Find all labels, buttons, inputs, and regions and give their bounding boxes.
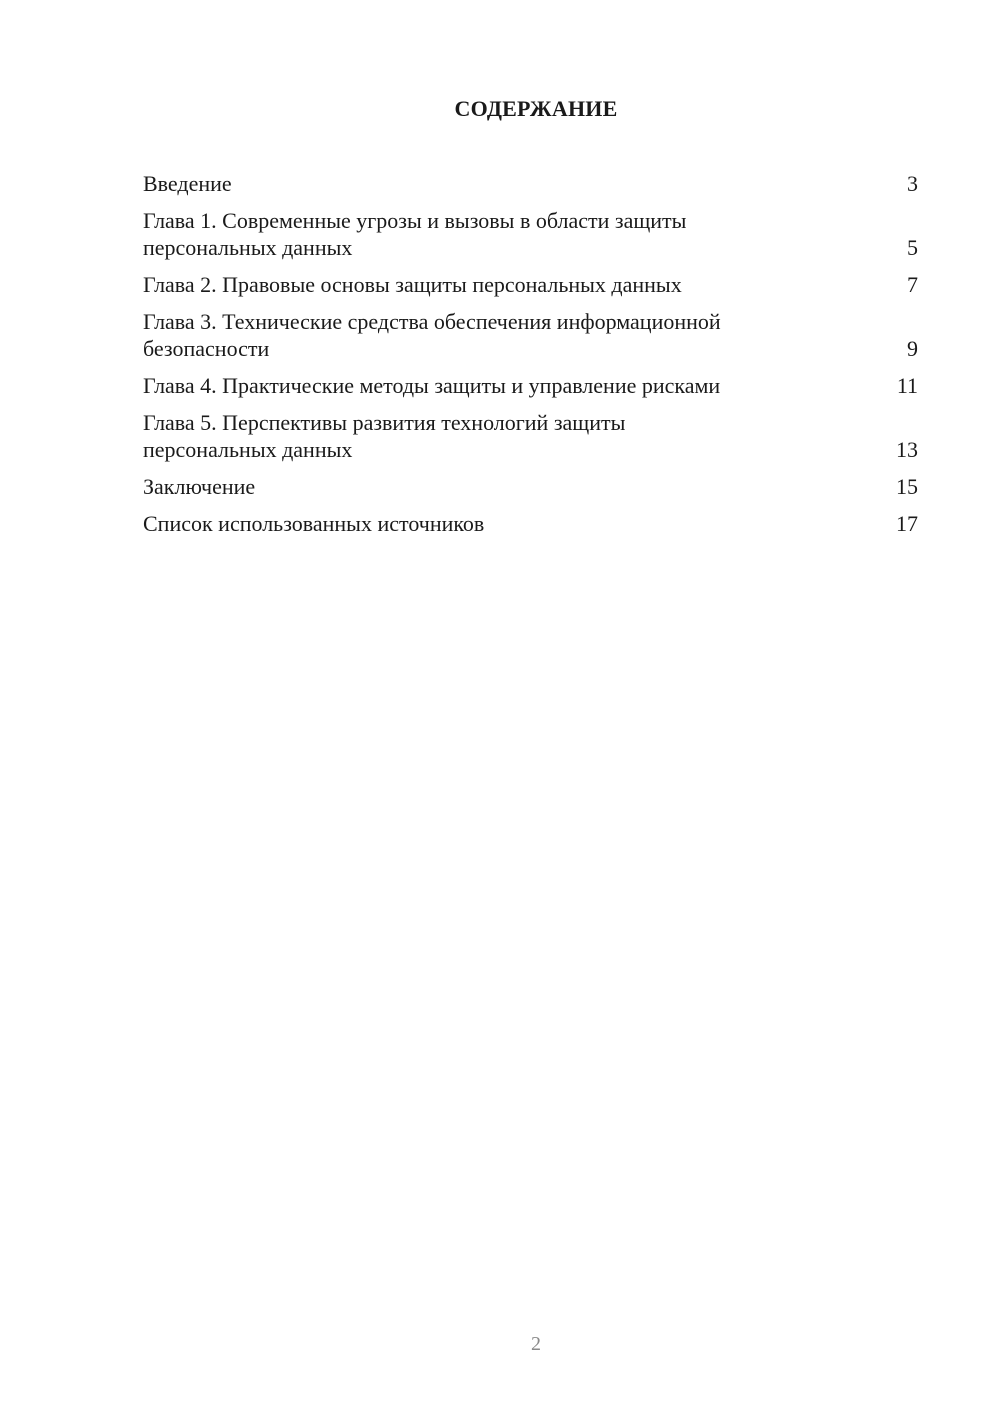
toc-entry-label: Глава 3. Технические средства обеспечения информационной безопасности — [143, 309, 721, 361]
toc-entry-page: 7 — [907, 272, 918, 297]
page-number: 2 — [531, 1333, 541, 1355]
toc-entry-chapter-5[interactable] — [143, 409, 918, 463]
toc-entry-label: Заключение — [143, 474, 256, 499]
toc-entry-label: Список использованных источников — [143, 511, 485, 536]
toc-entry-chapter-4[interactable] — [143, 372, 918, 399]
toc-entry-page: 17 — [896, 511, 918, 536]
toc-entry-chapter-1[interactable] — [143, 207, 918, 261]
toc-entry-label: Глава 2. Правовые основы защиты персональных данных — [143, 272, 682, 297]
toc-entry-label: Глава 4. Практические методы защиты и управление рисками — [143, 373, 721, 398]
toc-entry-references[interactable] — [143, 510, 918, 537]
toc-entry-label: Глава 1. Современные угрозы и вызовы в области защиты персональных данных — [143, 208, 687, 260]
toc-entry-conclusion[interactable] — [143, 473, 918, 500]
toc-entry-page: 13 — [896, 437, 918, 462]
toc-entry-page: 15 — [896, 474, 918, 499]
toc-entry-label: Введение — [143, 171, 232, 196]
toc-entry-page: 9 — [907, 336, 918, 361]
toc-entry-introduction[interactable] — [143, 170, 918, 197]
toc-entry-chapter-2[interactable] — [143, 271, 918, 298]
toc-entry-label: Глава 5. Перспективы развития технологий защиты персональных данных — [143, 410, 626, 462]
toc-entry-page: 11 — [896, 373, 918, 398]
toc-entry-chapter-3[interactable] — [143, 308, 918, 362]
toc-title: СОДЕРЖАНИЕ — [454, 96, 618, 121]
table-of-contents — [143, 170, 918, 547]
toc-entry-page: 5 — [907, 235, 918, 260]
toc-entry-page: 3 — [907, 171, 918, 196]
